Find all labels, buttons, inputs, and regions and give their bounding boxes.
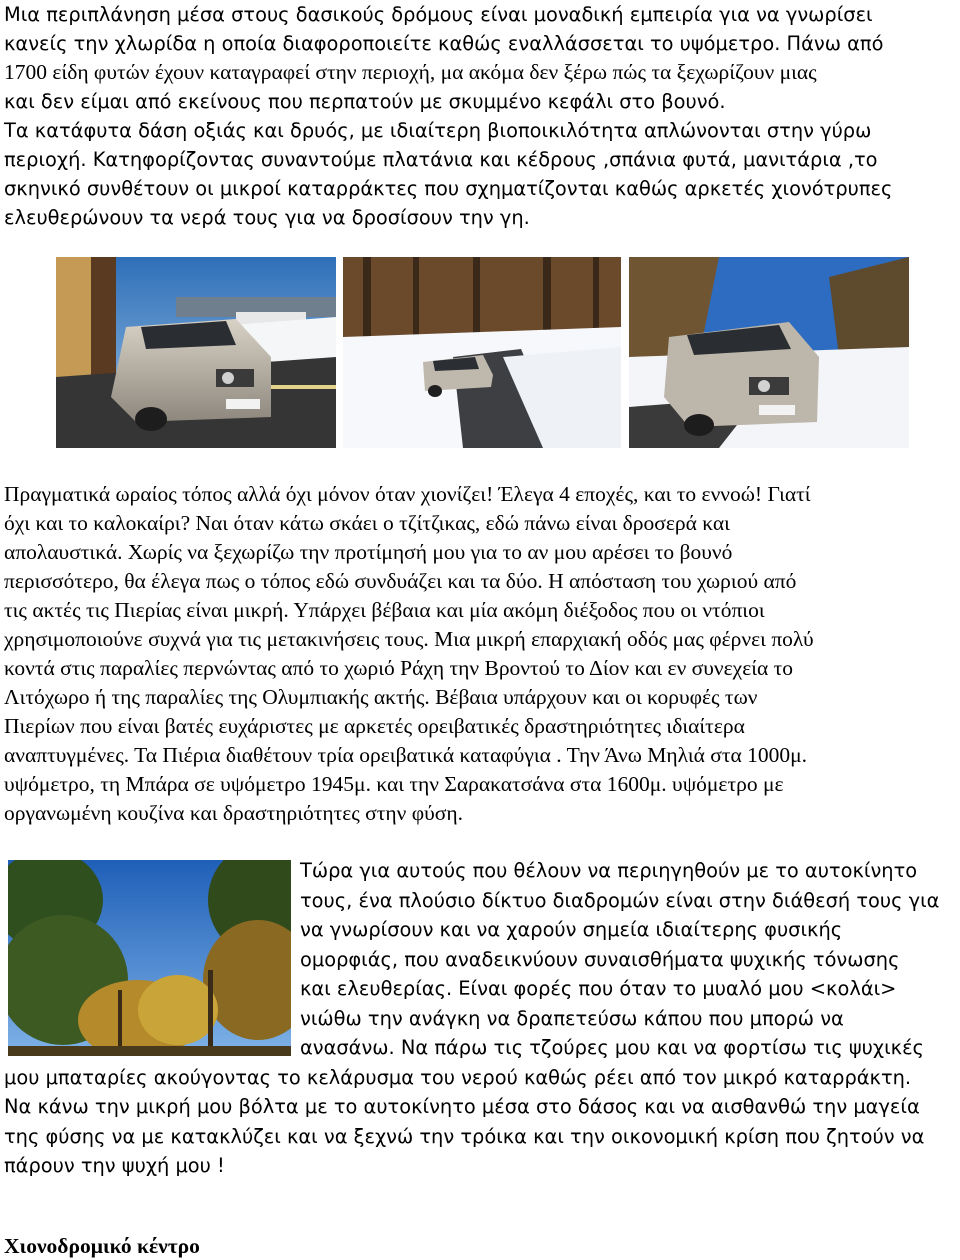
car-front-snow-image <box>629 257 909 448</box>
car-left-photo <box>56 257 336 448</box>
body-line: περισσότερο, θα έλεγα πως ο τόπος εδώ συνδυάζει και τα δύο. Η απόσταση του χωριού από <box>4 569 797 593</box>
car-snowy-road-image <box>343 257 621 448</box>
car-line: να γνωρίσουν και να χαρούν σημεία ιδιαίτερης φυσικής <box>300 918 843 941</box>
car-line: Να κάνω την μικρή μου βόλτα με το αυτοκίνητο μέσα στο δάσος και να αισθανθώ την μαγεία <box>4 1095 920 1118</box>
intro-line: ελευθερώνουν τα νερά τους για να δροσίσουν την γη. <box>4 206 530 229</box>
car-line: νιώθω την ανάγκη να δραπετεύσω κάπου που μπορώ να <box>300 1006 844 1030</box>
intro-line: Μια περιπλάνηση μέσα στους δασικούς δρόμους είναι μοναδική εμπειρία για να γνωρίσει <box>4 3 873 26</box>
car-parked-roadside-image <box>56 257 336 448</box>
intro-line: σκηνικό συνθέτουν οι μικροί καταρράκτες που σχηματίζονται καθώς αρκετές χιονότρυπες <box>4 177 893 200</box>
car-line: της φύσης να με κατακλύζει και να ξεχνώ την τρόικα και την οικονομική κρίση που ζητούν να <box>4 1124 925 1148</box>
intro-paragraph <box>4 0 960 232</box>
body-line: Πραγματικά ωραίος τόπος αλλά όχι μόνον όταν χιονίζει! Έλεγα 4 εποχές, και το εννοώ! Γιατί <box>4 482 811 506</box>
car-line: ομορφιάς, που αναδεικνύουν συναισθήματα ψυχικής τόνωσης <box>300 947 900 971</box>
section-heading: Χιονοδρομικό κέντρο <box>4 1234 200 1258</box>
car-right-photo <box>629 257 909 448</box>
intro-line: κανείς την χλωρίδα η οποία διαφοροποιείτε καθώς εναλλάσσεται το υψόμετρο. Πάνω από <box>4 32 884 55</box>
intro-line: και δεν είμαι από εκείνους που περπατούν με σκυμμένο κεφάλι στο βουνό. <box>4 90 726 113</box>
intro-line: περιοχή. Κατηφορίζοντας συναντούμε πλατάνια και κέδρους ,σπάνια φυτά, μανιτάρια ,το <box>4 148 878 171</box>
car-paragraph <box>4 856 960 1181</box>
body-line: Λιτόχωρο ή της παραλίες της Ολυμπιακής ακτής. Βέβαια υπάρχουν και οι κορυφές των <box>4 685 758 709</box>
car-line: ανασάνω. Να πάρω τις τζούρες μου και να φορτίσω τις ψυχικές <box>300 1036 924 1059</box>
car-middle-photo <box>343 257 621 448</box>
body-line: υψόμετρο, τη Μπάρα σε υψόμετρο 1945μ. και την Σαρακατσάνα στα 1600μ. υψόμετρο με <box>4 772 784 796</box>
body-line: όχι και το καλοκαίρι? Ναι όταν κάτω σκάει ο τζίτζικας, εδώ πάνω είναι δροσερά και <box>4 511 730 535</box>
body-line: κοντά στις παραλίες περνώντας από το χωριό Ράχη την Βροντού το Δίον και εν συνεχεία το <box>4 656 794 680</box>
body-line: οργανωμένη κουζίνα και δραστηριότητες στην φύση. <box>4 801 464 825</box>
car-line: Τώρα για αυτούς που θέλουν να περιηγηθούν με το αυτοκίνητο <box>300 859 918 882</box>
car-line: μου μπαταρίες ακούγοντας το κελάρυσμα του νερού καθώς ρέει από τον μικρό καταρράκτη. <box>4 1065 912 1089</box>
body-line: Πιερίων που είναι βατές ευχάριστες με αρκετές ορειβατικές δραστηριότητες ιδιαίτερα <box>4 714 745 738</box>
car-line: τους, ένα πλούσιο δίκτυο διαδρομών είναι στην διάθεσή τους για <box>300 888 940 912</box>
intro-line: 1700 είδη φυτών έχουν καταγραφεί στην περιοχή, μα ακόμα δεν ξέρω πώς τα ξεχωρίζουν μιας <box>4 60 817 84</box>
body-paragraph <box>4 480 960 828</box>
body-line: τις ακτές τις Πιερίας είναι μικρή. Υπάρχει βέβαια και μία ακόμη διέξοδος που οι ντόπιοι <box>4 598 765 622</box>
car-line: και ελευθερίας. Είναι φορές που όταν το μυαλό μου <κολάι> <box>300 977 897 1000</box>
car-line: πάρουν την ψυχή μου ! <box>4 1154 225 1177</box>
body-line: αναπτυγμένες. Τα Πιέρια διαθέτουν τρία ορειβατικά καταφύγια . Την Άνω Μηλιά στα 1000μ. <box>4 743 808 767</box>
body-line: χρησιμοποιούνε συχνά για τις μετακινήσεις τους. Μια μικρή επαρχιακή οδός μας φέρνει πολύ <box>4 627 814 651</box>
intro-line: Τα κατάφυτα δάση οξιάς και δρυός, με ιδιαίτερη βιοποικιλότητα απλώνονται στην γύρω <box>4 119 872 142</box>
body-line: απολαυστικά. Χωρίς να ξεχωρίζω την προτίμησή μου για το αν μου αρέσει το βουνό <box>4 540 733 564</box>
